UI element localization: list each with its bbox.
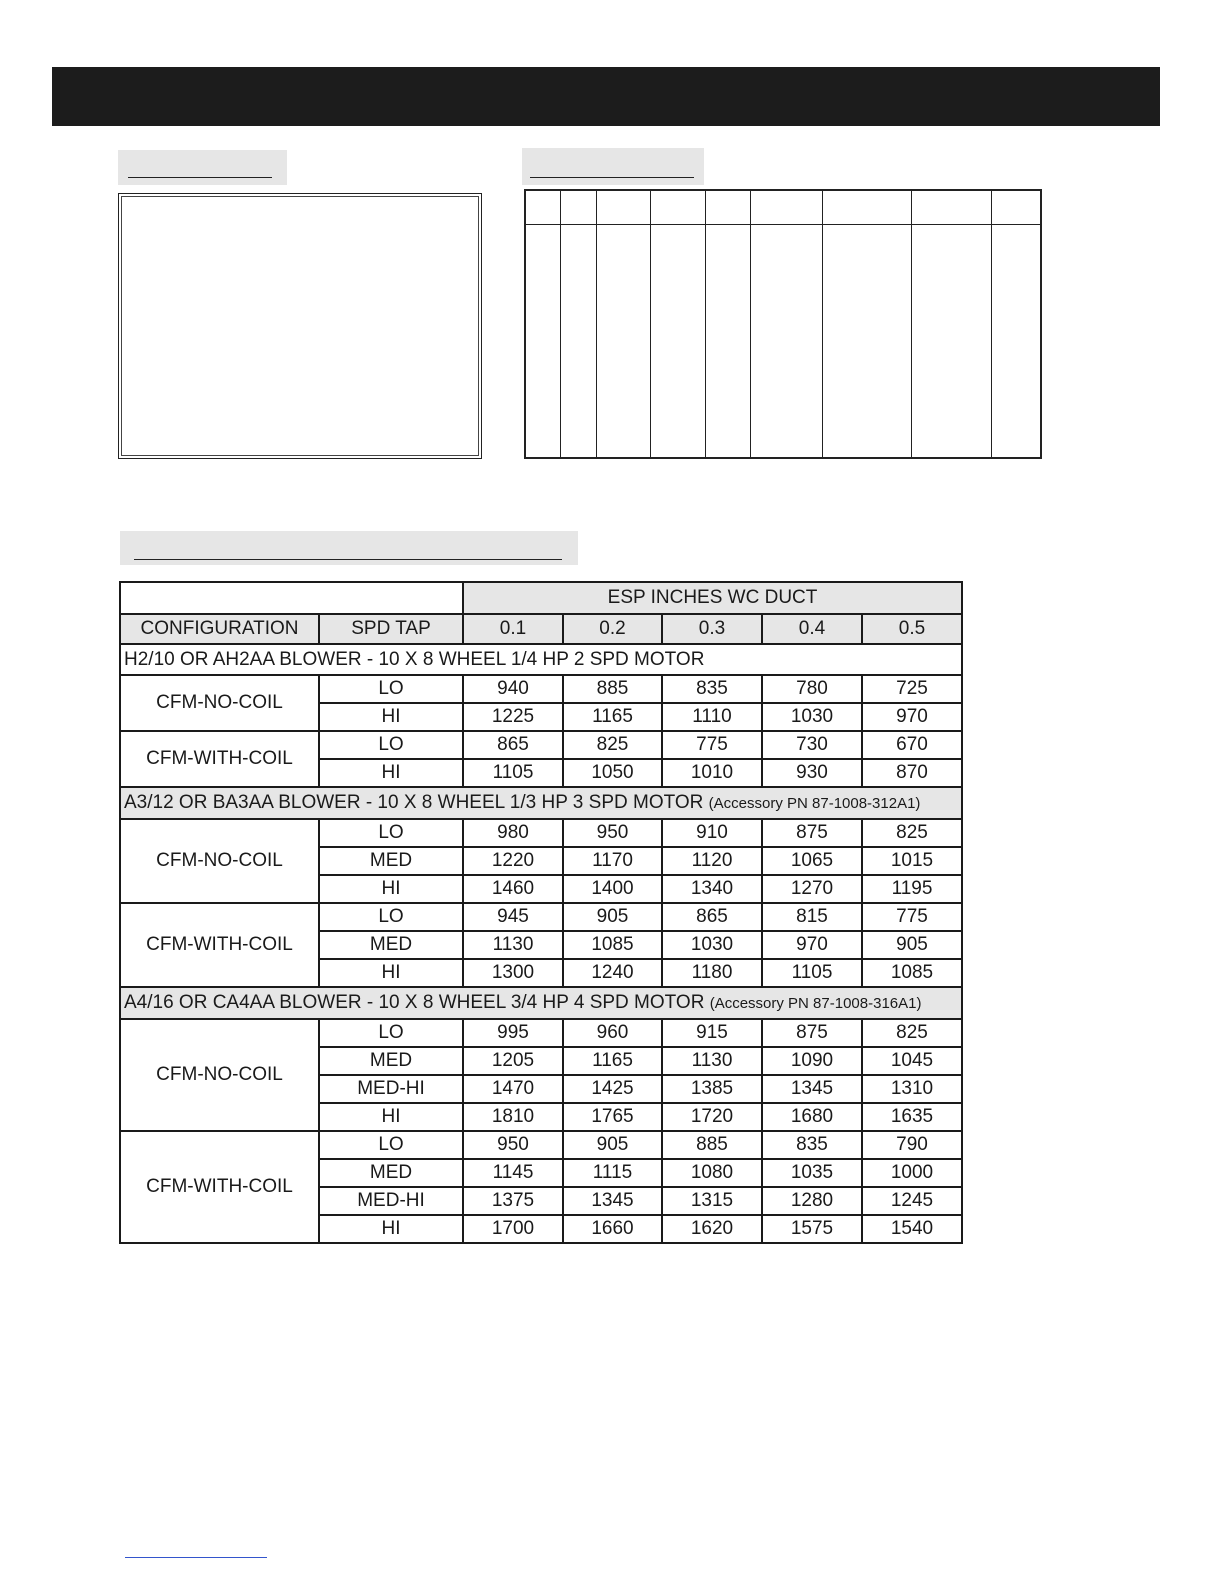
- cfm-value-cell: 1010: [662, 759, 762, 787]
- cfm-value-cell: 1240: [563, 959, 662, 987]
- cfm-value-cell: 865: [662, 903, 762, 931]
- cfm-value-cell: 1065: [762, 847, 862, 875]
- configuration-cell: CFM-NO-COIL: [120, 819, 319, 903]
- empty-header-cell: [120, 582, 463, 614]
- cfm-value-cell: 1400: [563, 875, 662, 903]
- cfm-value-cell: 790: [862, 1131, 962, 1159]
- cfm-value-cell: 1680: [762, 1103, 862, 1131]
- table-row: [120, 903, 962, 931]
- cfm-value-cell: 910: [662, 819, 762, 847]
- cfm-value-cell: 1345: [563, 1187, 662, 1215]
- esp-value-header: 0.2: [563, 614, 662, 644]
- cfm-value-cell: 1345: [762, 1075, 862, 1103]
- section-title: [120, 987, 962, 1019]
- speed-tap-cell: HI: [319, 1103, 463, 1131]
- cfm-value-cell: 875: [762, 819, 862, 847]
- cfm-value-cell: 950: [563, 819, 662, 847]
- cfm-value-cell: 870: [862, 759, 962, 787]
- esp-value-header: 0.3: [662, 614, 762, 644]
- cfm-value-cell: 865: [463, 731, 563, 759]
- table-row: [120, 819, 962, 847]
- cfm-value-cell: 875: [762, 1019, 862, 1047]
- speed-tap-cell: MED: [319, 1047, 463, 1075]
- cfm-value-cell: 1810: [463, 1103, 563, 1131]
- configuration-header: CONFIGURATION: [120, 614, 319, 644]
- cfm-value-cell: 825: [862, 1019, 962, 1047]
- cfm-value-cell: 995: [463, 1019, 563, 1047]
- cfm-value-cell: 1050: [563, 759, 662, 787]
- header-bar: [52, 67, 1160, 126]
- cfm-value-cell: 960: [563, 1019, 662, 1047]
- cfm-value-cell: 670: [862, 731, 962, 759]
- cfm-value-cell: 1180: [662, 959, 762, 987]
- footer-link-underline: [125, 1557, 267, 1558]
- grid-column-divider: [705, 191, 706, 457]
- accessory-part-number: (Accessory PN 87-1008-316A1): [709, 995, 922, 1012]
- cfm-value-cell: 885: [662, 1131, 762, 1159]
- cfm-value-cell: 905: [862, 931, 962, 959]
- cfm-value-cell: 775: [862, 903, 962, 931]
- speed-tap-cell: MED-HI: [319, 1075, 463, 1103]
- grid-column-divider: [822, 191, 823, 457]
- speed-tap-cell: MED: [319, 847, 463, 875]
- cfm-value-cell: 1105: [762, 959, 862, 987]
- configuration-cell: CFM-WITH-COIL: [120, 731, 319, 787]
- section-title: [120, 787, 962, 819]
- cfm-value-cell: 780: [762, 675, 862, 703]
- cfm-value-cell: 1030: [662, 931, 762, 959]
- section-title-row: [120, 787, 962, 819]
- cfm-value-cell: 980: [463, 819, 563, 847]
- section-title-text: A4/16 OR CA4AA BLOWER - 10 X 8 WHEEL 3/4 HP 4 SPD MOTOR: [124, 992, 705, 1013]
- section-title-text: A3/12 OR BA3AA BLOWER - 10 X 8 WHEEL 1/3 HP 3 SPD MOTOR: [124, 792, 704, 813]
- cfm-value-cell: 1170: [563, 847, 662, 875]
- cfm-value-cell: 905: [563, 1131, 662, 1159]
- speed-tap-cell: LO: [319, 1131, 463, 1159]
- esp-value-header: 0.5: [862, 614, 962, 644]
- cfm-value-cell: 1035: [762, 1159, 862, 1187]
- left-section-label: [118, 150, 287, 185]
- cfm-value-cell: 1540: [862, 1215, 962, 1243]
- blower-airflow-table: [119, 581, 963, 1244]
- cfm-value-cell: 1080: [662, 1159, 762, 1187]
- cfm-value-cell: 1270: [762, 875, 862, 903]
- cfm-value-cell: 1635: [862, 1103, 962, 1131]
- cfm-value-cell: 1660: [563, 1215, 662, 1243]
- blank-text-box: [118, 193, 482, 459]
- speed-tap-cell: HI: [319, 1215, 463, 1243]
- cfm-value-cell: 1000: [862, 1159, 962, 1187]
- cfm-value-cell: 1460: [463, 875, 563, 903]
- table-section-label: [120, 531, 578, 565]
- grid-column-divider: [560, 191, 561, 457]
- speed-tap-cell: LO: [319, 731, 463, 759]
- cfm-value-cell: 1110: [662, 703, 762, 731]
- cfm-value-cell: 1165: [563, 1047, 662, 1075]
- label-underline: [128, 177, 272, 178]
- cfm-value-cell: 1145: [463, 1159, 563, 1187]
- table-row: [120, 1019, 962, 1047]
- esp-value-header: 0.1: [463, 614, 563, 644]
- table-row: [120, 675, 962, 703]
- cfm-value-cell: 1030: [762, 703, 862, 731]
- cfm-value-cell: 970: [862, 703, 962, 731]
- cfm-value-cell: 1090: [762, 1047, 862, 1075]
- speed-tap-cell: LO: [319, 819, 463, 847]
- column-header-row: [120, 614, 962, 644]
- cfm-value-cell: 1280: [762, 1187, 862, 1215]
- esp-header-row: [120, 582, 962, 614]
- speed-tap-cell: LO: [319, 1019, 463, 1047]
- cfm-value-cell: 1085: [862, 959, 962, 987]
- spd-tap-header: SPD TAP: [319, 614, 463, 644]
- cfm-value-cell: 1765: [563, 1103, 662, 1131]
- speed-tap-cell: LO: [319, 675, 463, 703]
- cfm-value-cell: 1085: [563, 931, 662, 959]
- cfm-value-cell: 1315: [662, 1187, 762, 1215]
- cfm-value-cell: 1015: [862, 847, 962, 875]
- cfm-value-cell: 905: [563, 903, 662, 931]
- grid-column-divider: [991, 191, 992, 457]
- speed-tap-cell: MED: [319, 1159, 463, 1187]
- configuration-cell: CFM-WITH-COIL: [120, 903, 319, 987]
- table-row: [120, 1131, 962, 1159]
- cfm-value-cell: 1310: [862, 1075, 962, 1103]
- grid-column-divider: [911, 191, 912, 457]
- speed-tap-cell: MED: [319, 931, 463, 959]
- cfm-value-cell: 775: [662, 731, 762, 759]
- speed-tap-cell: HI: [319, 959, 463, 987]
- cfm-value-cell: 1205: [463, 1047, 563, 1075]
- configuration-cell: CFM-WITH-COIL: [120, 1131, 319, 1243]
- cfm-value-cell: 945: [463, 903, 563, 931]
- cfm-value-cell: 1105: [463, 759, 563, 787]
- cfm-value-cell: 1195: [862, 875, 962, 903]
- section-title-row: [120, 644, 962, 675]
- cfm-value-cell: 915: [662, 1019, 762, 1047]
- cfm-value-cell: 1115: [563, 1159, 662, 1187]
- speed-tap-cell: LO: [319, 903, 463, 931]
- accessory-part-number: (Accessory PN 87-1008-312A1): [708, 795, 921, 812]
- cfm-value-cell: 1045: [862, 1047, 962, 1075]
- cfm-value-cell: 1620: [662, 1215, 762, 1243]
- cfm-value-cell: 825: [563, 731, 662, 759]
- label-underline: [134, 559, 562, 560]
- blank-grid-table: [524, 189, 1042, 459]
- cfm-value-cell: 1720: [662, 1103, 762, 1131]
- speed-tap-cell: HI: [319, 875, 463, 903]
- right-section-label: [522, 148, 704, 185]
- grid-header-divider: [526, 224, 1040, 225]
- cfm-value-cell: 940: [463, 675, 563, 703]
- cfm-value-cell: 1385: [662, 1075, 762, 1103]
- cfm-value-cell: 1425: [563, 1075, 662, 1103]
- grid-column-divider: [596, 191, 597, 457]
- esp-header: ESP INCHES WC DUCT: [463, 582, 962, 614]
- cfm-value-cell: 730: [762, 731, 862, 759]
- cfm-value-cell: 1340: [662, 875, 762, 903]
- section-title-text: H2/10 OR AH2AA BLOWER - 10 X 8 WHEEL 1/4 HP 2 SPD MOTOR: [124, 649, 705, 670]
- cfm-value-cell: 1225: [463, 703, 563, 731]
- cfm-value-cell: 835: [762, 1131, 862, 1159]
- grid-column-divider: [750, 191, 751, 457]
- cfm-value-cell: 1130: [463, 931, 563, 959]
- cfm-value-cell: 1245: [862, 1187, 962, 1215]
- cfm-value-cell: 1165: [563, 703, 662, 731]
- cfm-value-cell: 930: [762, 759, 862, 787]
- cfm-value-cell: 970: [762, 931, 862, 959]
- cfm-value-cell: 1700: [463, 1215, 563, 1243]
- configuration-cell: CFM-NO-COIL: [120, 1019, 319, 1131]
- configuration-cell: CFM-NO-COIL: [120, 675, 319, 731]
- cfm-value-cell: 885: [563, 675, 662, 703]
- cfm-value-cell: 835: [662, 675, 762, 703]
- table-row: [120, 731, 962, 759]
- speed-tap-cell: HI: [319, 759, 463, 787]
- section-title-row: [120, 987, 962, 1019]
- speed-tap-cell: MED-HI: [319, 1187, 463, 1215]
- cfm-value-cell: 1300: [463, 959, 563, 987]
- speed-tap-cell: HI: [319, 703, 463, 731]
- cfm-value-cell: 1575: [762, 1215, 862, 1243]
- cfm-value-cell: 1130: [662, 1047, 762, 1075]
- label-underline: [530, 177, 694, 178]
- cfm-value-cell: 1220: [463, 847, 563, 875]
- cfm-value-cell: 725: [862, 675, 962, 703]
- cfm-value-cell: 815: [762, 903, 862, 931]
- cfm-value-cell: 950: [463, 1131, 563, 1159]
- section-title: [120, 644, 962, 675]
- cfm-value-cell: 1120: [662, 847, 762, 875]
- esp-value-header: 0.4: [762, 614, 862, 644]
- cfm-value-cell: 1375: [463, 1187, 563, 1215]
- grid-column-divider: [650, 191, 651, 457]
- cfm-value-cell: 825: [862, 819, 962, 847]
- cfm-value-cell: 1470: [463, 1075, 563, 1103]
